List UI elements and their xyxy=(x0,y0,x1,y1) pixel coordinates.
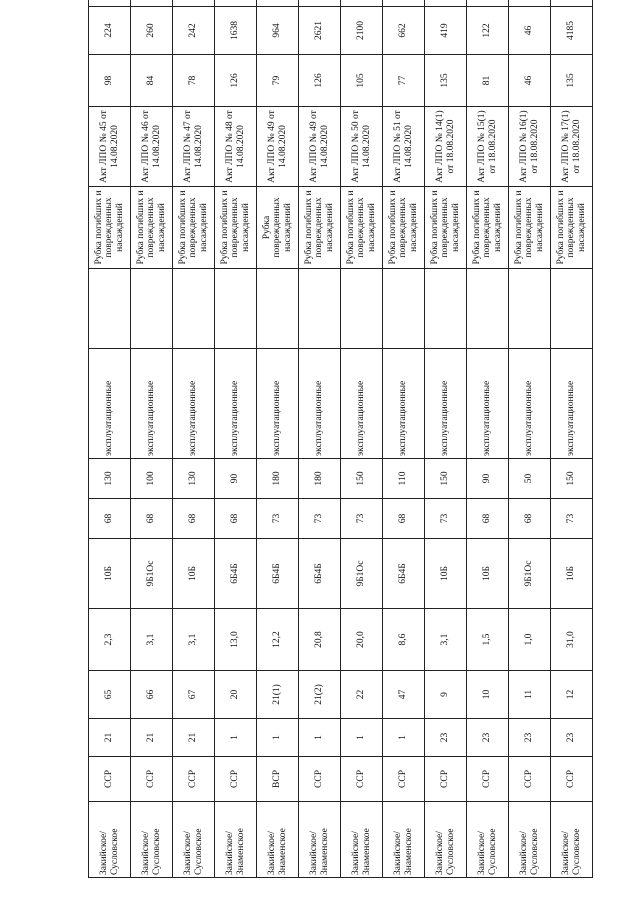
cell-act: Акт ЛПО № 49 от 14.08.2020 xyxy=(299,107,341,187)
cell-note xyxy=(467,269,509,349)
table-row xyxy=(131,0,173,878)
cell-composition: 10Б xyxy=(173,539,215,609)
cell-district: Закийское/ Сусловское xyxy=(467,802,509,878)
cell-damage: 135 xyxy=(425,55,467,107)
cell-measure: Рубка погибших и поврежденных насаждений xyxy=(551,187,593,269)
cell-stock: 180 xyxy=(299,459,341,499)
cell-district: Закийское/ Сусловское xyxy=(509,802,551,878)
cell-vydel: 21(2) xyxy=(299,671,341,719)
cell-composition: 10Б xyxy=(551,539,593,609)
cell-kv: 1 xyxy=(215,719,257,757)
cell-age: 73 xyxy=(299,499,341,539)
cell-age: 73 xyxy=(341,499,383,539)
table-row xyxy=(551,0,593,878)
cell-act: Акт ЛПО № 16(1) от 18.08.2020 xyxy=(509,107,551,187)
cell-vol2 xyxy=(257,0,299,7)
cell-measure: Рубка погибших и поврежденных насаждений xyxy=(341,187,383,269)
cell-vol1: 964 xyxy=(257,7,299,55)
cell-vol1: 122 xyxy=(467,7,509,55)
table-row xyxy=(509,0,551,878)
cell-stock: 130 xyxy=(89,459,131,499)
cell-act: Акт ЛПО № 47 от 14.08.2020 xyxy=(173,107,215,187)
cell-kv: 1 xyxy=(257,719,299,757)
cell-act: Акт ЛПО № 48 от 14.08.2020 xyxy=(215,107,257,187)
cell-vydel: 9 xyxy=(425,671,467,719)
cell-measure: Рубка погибших и поврежденных насаждений xyxy=(383,187,425,269)
cell-area: 3,1 xyxy=(173,609,215,671)
cell-measure: Рубка погибших и поврежденных насаждений xyxy=(467,187,509,269)
table-body xyxy=(89,0,593,878)
cell-vol1: 662 xyxy=(383,7,425,55)
cell-act: Акт ЛПО № 17(1) от 18.08.2020 xyxy=(551,107,593,187)
cell-type: ССР xyxy=(89,757,131,802)
cell-age: 73 xyxy=(425,499,467,539)
cell-kv: 23 xyxy=(509,719,551,757)
table-row xyxy=(215,0,257,878)
cell-vol2 xyxy=(215,0,257,7)
cell-stock: 150 xyxy=(341,459,383,499)
cell-damage: 46 xyxy=(509,55,551,107)
cell-composition: 9Б1Ос xyxy=(341,539,383,609)
cell-vol1: 224 xyxy=(89,7,131,55)
cell-type: ССР xyxy=(509,757,551,802)
cell-type: ССР xyxy=(173,757,215,802)
cell-area: 13,0 xyxy=(215,609,257,671)
cell-damage: 81 xyxy=(467,55,509,107)
table-row xyxy=(173,0,215,878)
cell-vol2 xyxy=(425,0,467,7)
cell-district: Закийское/ Сусловское xyxy=(173,802,215,878)
cell-area: 3,1 xyxy=(425,609,467,671)
cell-category: эксплуатационные xyxy=(551,349,593,459)
cell-category: эксплуатационные xyxy=(467,349,509,459)
cell-damage: 77 xyxy=(383,55,425,107)
cell-stock: 90 xyxy=(467,459,509,499)
cell-note xyxy=(131,269,173,349)
cell-age: 68 xyxy=(173,499,215,539)
cell-measure: Рубка погибших и поврежденных насаждений xyxy=(425,187,467,269)
cell-note xyxy=(215,269,257,349)
cell-composition: 6Б4Б xyxy=(299,539,341,609)
cell-composition: 10Б xyxy=(89,539,131,609)
cell-kv: 23 xyxy=(467,719,509,757)
cell-kv: 21 xyxy=(173,719,215,757)
cell-vydel: 21(1) xyxy=(257,671,299,719)
cell-type: ССР xyxy=(215,757,257,802)
cell-act: Акт ЛПО № 15(1) от 18.08.2020 xyxy=(467,107,509,187)
cell-age: 68 xyxy=(383,499,425,539)
cell-damage: 79 xyxy=(257,55,299,107)
cell-area: 20,8 xyxy=(299,609,341,671)
cell-damage: 126 xyxy=(215,55,257,107)
cell-kv: 23 xyxy=(551,719,593,757)
cell-vol1: 419 xyxy=(425,7,467,55)
cell-category: эксплуатационные xyxy=(509,349,551,459)
cell-act: Акт ЛПО № 50 от 14.08.2020 xyxy=(341,107,383,187)
cell-vol2 xyxy=(341,0,383,7)
rotated-table-container xyxy=(88,18,593,878)
cell-composition: 9Б1Ос xyxy=(131,539,173,609)
cell-kv: 1 xyxy=(341,719,383,757)
cell-kv: 21 xyxy=(89,719,131,757)
cell-kv: 1 xyxy=(383,719,425,757)
table-row xyxy=(341,0,383,878)
cell-category: эксплуатационные xyxy=(341,349,383,459)
cell-vydel: 47 xyxy=(383,671,425,719)
cell-district: Закийское/ Знаменское xyxy=(215,802,257,878)
cell-area: 2,3 xyxy=(89,609,131,671)
cell-category: эксплуатационные xyxy=(383,349,425,459)
cell-vol1: 2100 xyxy=(341,7,383,55)
cell-act: Акт ЛПО № 14(1) от 18.08.2020 xyxy=(425,107,467,187)
cell-vydel: 67 xyxy=(173,671,215,719)
cell-note xyxy=(551,269,593,349)
cell-district: Закийское/ Знаменское xyxy=(299,802,341,878)
cell-area: 1,0 xyxy=(509,609,551,671)
cell-kv: 1 xyxy=(299,719,341,757)
cell-kv: 23 xyxy=(425,719,467,757)
cell-vol1: 46 xyxy=(509,7,551,55)
cell-measure: Рубка погибших и поврежденных насаждений xyxy=(215,187,257,269)
cell-stock: 90 xyxy=(215,459,257,499)
cell-vol2 xyxy=(89,0,131,7)
cell-damage: 135 xyxy=(551,55,593,107)
cell-act: Акт ЛПО № 49 от 14.08.2020 xyxy=(257,107,299,187)
cell-note xyxy=(89,269,131,349)
cell-kv: 21 xyxy=(131,719,173,757)
cell-vol2 xyxy=(383,0,425,7)
cell-category: эксплуатационные xyxy=(131,349,173,459)
cell-vol1: 260 xyxy=(131,7,173,55)
cell-stock: 150 xyxy=(425,459,467,499)
cell-area: 12,2 xyxy=(257,609,299,671)
cell-note xyxy=(383,269,425,349)
cell-type: ССР xyxy=(425,757,467,802)
cell-vol2 xyxy=(173,0,215,7)
cell-age: 68 xyxy=(215,499,257,539)
cell-area: 3,1 xyxy=(131,609,173,671)
cell-composition: 6Б4Б xyxy=(383,539,425,609)
cell-type: ССР xyxy=(131,757,173,802)
cell-measure: Рубка поврежденных насаждений xyxy=(257,187,299,269)
cell-age: 73 xyxy=(551,499,593,539)
cell-category: эксплуатационные xyxy=(299,349,341,459)
cell-stock: 110 xyxy=(383,459,425,499)
cell-measure: Рубка погибших и поврежденных насаждений xyxy=(173,187,215,269)
cell-note xyxy=(509,269,551,349)
cell-type: ВСР xyxy=(257,757,299,802)
table-row xyxy=(383,0,425,878)
cell-damage: 78 xyxy=(173,55,215,107)
cell-area: 8,6 xyxy=(383,609,425,671)
cell-note xyxy=(341,269,383,349)
cell-vydel: 10 xyxy=(467,671,509,719)
cell-damage: 98 xyxy=(89,55,131,107)
cell-district: Закийское/ Сусловское xyxy=(89,802,131,878)
cell-age: 68 xyxy=(509,499,551,539)
cell-vydel: 22 xyxy=(341,671,383,719)
cell-age: 68 xyxy=(131,499,173,539)
cell-note xyxy=(299,269,341,349)
cell-vol1: 1638 xyxy=(215,7,257,55)
cell-vydel: 65 xyxy=(89,671,131,719)
cell-vydel: 11 xyxy=(509,671,551,719)
cell-vol2 xyxy=(509,0,551,7)
cell-stock: 150 xyxy=(551,459,593,499)
cell-type: ССР xyxy=(341,757,383,802)
cell-measure: Рубка погибших и поврежденных насаждений xyxy=(299,187,341,269)
cell-composition: 9Б1Ос xyxy=(509,539,551,609)
cell-type: ССР xyxy=(299,757,341,802)
cell-note xyxy=(173,269,215,349)
table-row xyxy=(425,0,467,878)
cell-measure: Рубка погибших и поврежденных насаждений xyxy=(131,187,173,269)
cell-category: эксплуатационные xyxy=(89,349,131,459)
cell-act: Акт ЛПО № 51 от 14.08.2020 xyxy=(383,107,425,187)
cell-area: 20,0 xyxy=(341,609,383,671)
cell-stock: 130 xyxy=(173,459,215,499)
cell-category: эксплуатационные xyxy=(257,349,299,459)
cell-stock: 50 xyxy=(509,459,551,499)
cell-vydel: 66 xyxy=(131,671,173,719)
forest-cutting-table xyxy=(88,0,593,878)
cell-vol2 xyxy=(299,0,341,7)
cell-vol2 xyxy=(467,0,509,7)
cell-composition: 10Б xyxy=(467,539,509,609)
cell-category: эксплуатационные xyxy=(425,349,467,459)
cell-district: Закийское/ Сусловское xyxy=(131,802,173,878)
cell-category: эксплуатационные xyxy=(173,349,215,459)
cell-damage: 84 xyxy=(131,55,173,107)
cell-damage: 105 xyxy=(341,55,383,107)
cell-area: 1,5 xyxy=(467,609,509,671)
cell-district: Закийское/ Сусловское xyxy=(551,802,593,878)
cell-vydel: 20 xyxy=(215,671,257,719)
cell-type: ССР xyxy=(467,757,509,802)
cell-vydel: 12 xyxy=(551,671,593,719)
cell-district: Закийское/ Знаменское xyxy=(383,802,425,878)
cell-stock: 100 xyxy=(131,459,173,499)
cell-age: 68 xyxy=(89,499,131,539)
cell-district: Закийское/ Сусловское xyxy=(425,802,467,878)
cell-vol2 xyxy=(131,0,173,7)
cell-age: 73 xyxy=(257,499,299,539)
table-row xyxy=(257,0,299,878)
cell-vol1: 4185 xyxy=(551,7,593,55)
cell-type: ССР xyxy=(383,757,425,802)
cell-composition: 6Б4Б xyxy=(215,539,257,609)
cell-note xyxy=(257,269,299,349)
cell-type: ССР xyxy=(551,757,593,802)
cell-district: Закийское/ Знаменское xyxy=(341,802,383,878)
table-row xyxy=(89,0,131,878)
cell-stock: 180 xyxy=(257,459,299,499)
cell-district: Закийское/ Знаменское xyxy=(257,802,299,878)
cell-composition: 10Б xyxy=(425,539,467,609)
cell-category: эксплуатационные xyxy=(215,349,257,459)
cell-vol2 xyxy=(551,0,593,7)
cell-age: 68 xyxy=(467,499,509,539)
cell-note xyxy=(425,269,467,349)
cell-damage: 126 xyxy=(299,55,341,107)
table-row xyxy=(467,0,509,878)
cell-composition: 6Б4Б xyxy=(257,539,299,609)
cell-vol1: 2621 xyxy=(299,7,341,55)
cell-vol1: 242 xyxy=(173,7,215,55)
cell-measure: Рубка погибших и поврежденных насаждений xyxy=(89,187,131,269)
cell-act: Акт ЛПО № 45 от 14.08.2020 xyxy=(89,107,131,187)
cell-area: 31,0 xyxy=(551,609,593,671)
table-row xyxy=(299,0,341,878)
cell-act: Акт ЛПО № 46 от 14.08.2020 xyxy=(131,107,173,187)
cell-measure: Рубка погибших и поврежденных насаждений xyxy=(509,187,551,269)
